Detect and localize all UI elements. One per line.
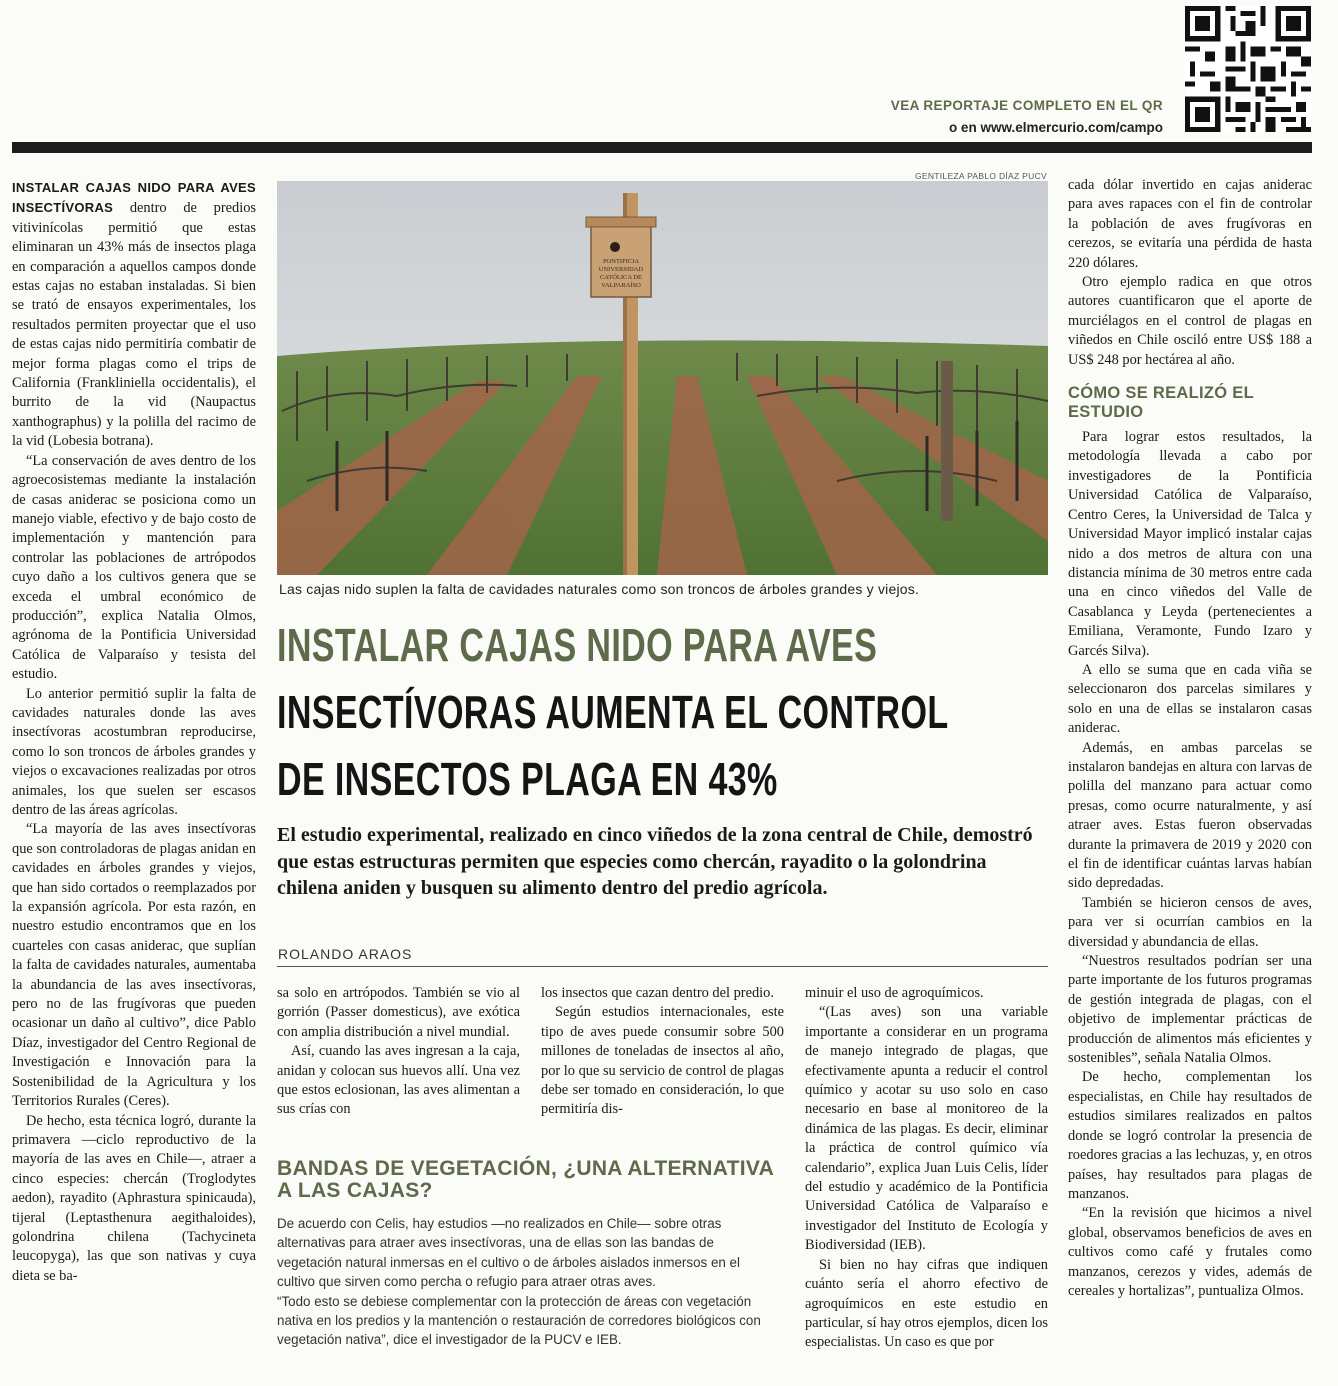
deck-summary: El estudio experimental, realizado en cinco viñedos de la zona central de Chile, demostró que estas estructuras permiten que especies como chercán, rayadito o la golondrina chilena aniden y busquen su alimento dentro del predio agrícola. <box>277 824 1033 899</box>
subheading: CÓMO SE REALIZÓ EL ESTUDIO <box>1068 384 1254 422</box>
article-column-2 <box>277 984 520 1120</box>
paragraph: Para lograr estos resultados, la metodología llevada a cabo por investigadores de la Pontificia Universidad Católica de Valparaíso, Centro Ceres, la Universidad de Talca y Universidad Mayor implicó instalar cajas nido a dos metros de altura con una distancia mínima de 30 metros entre cada una en cinco viñedos del Valle de Casablanca y Leyda (pertenecientes a Emiliana, Veramonte, Fundo Izaro y Garcés Silva). <box>1068 429 1312 659</box>
paragraph: De hecho, complementan los especialistas, en Chile hay resultados de estudios similares realizados en paltos donde se logró controlar la presencia de roedores gracias a las lechuzas, y, en otros países, hay resultados para plagas de manzanos. <box>1068 1069 1312 1202</box>
paragraph: De acuerdo con Celis, hay estudios —no realizados en Chile— sobre otras alternativas para atraer aves insectívoras, una de ellas son las bandas de vegetación natural inmersas en el cultivo o de árboles aislados inmersos en el cultivo que sirven como percha o refugio para atraer otras aves. <box>277 1216 740 1290</box>
headline-line-1: INSTALAR CAJAS NIDO PARA AVES <box>277 619 878 671</box>
qr-callout <box>891 98 1163 135</box>
paragraph: dentro de predios vitivinícolas permitió que estas eliminaran un 43% más de insectos plaga en comparación a aquellos campos donde estas cajas no estaban instaladas. Si bien se trató de ensayos experimentales, los resultados permiten proyectar que el uso de estas cajas nido permitiría combatir de mejor forma plagas como el trips de California (Frankliniella occidentalis), el burrito de la vid (Naupactus xanthographus) y la polilla del racimo de la vid (Lobesia botrana). <box>12 200 256 450</box>
qr-code-icon[interactable] <box>1185 6 1311 132</box>
paragraph: Otro ejemplo radica en que otros autores cuantificaron que el aporte de murciélagos en el control de plagas en viñedos en Chile osciló entre US$ 188 a US$ 248 por hectárea al año. <box>1068 274 1312 368</box>
byline: ROLANDO ARAOS <box>278 946 413 962</box>
paragraph: A ello se suma que en cada viña se seleccionaron dos parcelas similares y solo en una de ellas se instalaron casas aniderас. <box>1068 661 1312 737</box>
photo-credit: GENTILEZA PABLO DÍAZ PUCV <box>914 171 1047 181</box>
paragraph: sa solo en artrópodos. También se vio al gorrión (Passer domesticus), ave exótica con amplia distribución a nivel mundial. <box>277 985 520 1040</box>
paragraph: “En la revisión que hicimos a nivel global, observamos beneficios de aves en cultivos como café y frutales como manzanos, cerezos y vides, además de cereales y hortalizas”, puntualiza Olmos. <box>1068 1205 1312 1299</box>
paragraph: También se hicieron censos de aves, para ver si ocurrían cambios en la diversidad y abundancia de ellas. <box>1068 894 1312 950</box>
photo-caption: Las cajas nido suplen la falta de cavidades naturales como son troncos de árboles grandes y viejos. <box>279 581 920 597</box>
paragraph: minuir el uso de agroquímicos. <box>805 985 984 1001</box>
headline-line-3: DE INSECTOS PLAGA EN 43% <box>277 753 778 805</box>
qr-callout-title: VEA REPORTAJE COMPLETO EN EL QR <box>890 98 1163 113</box>
nest-box-label-2: UNIVERSIDAD <box>598 266 644 273</box>
lead-in: INSTALAR CAJAS NIDO PARA AVES INSECTÍVORAS <box>12 180 256 216</box>
article-column-1 <box>12 178 256 1286</box>
paragraph: “La mayoría de las aves insectívoras que son controladoras de plagas anidan en cavidades en árboles grandes y viejos, que han sido cortados o reemplazados por la expansión agrícola. Por esta razón, en nuestro estudio encontramos que en los cuarteles con casas aniderас, que suplían la falta de cavidades naturales, aumentaba la abundancia de las aves insectívoras, pero no de las frugívoras que pueden ocasionar un daño al cultivo”, dice Pablo Díaz, investigador del Centro Regional de Investigación e Innovación para la Sostenibilidad de la Agricultura y los Territorios Rurales (Ceres). <box>12 821 256 1110</box>
paragraph: Así, cuando las aves ingresan a la caja, anidan y colocan sus huevos allí. Una vez que estos eclosionan, las aves alimentan a sus crías con <box>277 1043 520 1118</box>
article-column-4 <box>805 984 1048 1353</box>
byline-rule <box>277 966 1048 967</box>
paragraph: “La conservación de aves dentro de los agroecosistemas mediante la instalación de casas aniderас se posiciona como un manejo viable, efectivo y de bajo costo de implementación y mantención para controlar las poblaciones de artrópodos cuyo daño a los cultivos genera que se exceda el umbral económico de producción”, explica Natalia Olmos, agrónoma de la Pontificia Universidad Católica de Valparaíso y tesista del estudio. <box>12 452 256 683</box>
paragraph: Lo anterior permitió suplir la falta de cavidades naturales donde las aves insectívoras acostumbran reproducirse, como lo son troncos de árboles grandes y viejos o excavaciones realizadas por otros animales, los que suelen ser escasos dentro de las áreas agrícolas. <box>12 685 256 818</box>
nest-box-label-4: VALPARAÍSO <box>601 282 641 289</box>
headline <box>277 612 1061 813</box>
paragraph: Si bien no hay cifras que indiquen cuánto sería el ahorro efectivo de agroquímicos en este estudio en particular, sí hay otros ejemplos, dicen los especialistas. Un caso es que por <box>805 1256 1048 1351</box>
qr-callout-url[interactable]: o en www.elmercurio.com/campo <box>948 120 1163 135</box>
sidebar-box <box>277 1158 775 1350</box>
paragraph: los insectos que cazan dentro del predio. <box>541 985 774 1001</box>
paragraph: “Todo esto se debiese complementar con la protección de áreas con vegetación nativa en los predios y la mantención o restauración de corredores biológicos con vegetación nativa”, dice el investigador de la PUCV e IEB. <box>277 1293 761 1348</box>
headline-line-2: INSECTÍVORAS AUMENTA EL CONTROL <box>277 686 949 738</box>
nest-box-label-1: PONTIFICIA <box>602 258 640 265</box>
sidebar-box-title: BANDAS DE VEGETACIÓN, ¿UNA ALTERNATIVA A LAS CAJAS? <box>277 1157 774 1202</box>
paragraph: “(Las aves) son una variable importante a considerar en un programa de manejo integrado de plagas, que efectivamente apunta a reducir el control químico y acotar su uso solo en caso necesario en base al monitoreo de la dinámica de las plagas. Es decir, eliminar la práctica de control químico vía calendario”, explica Juan Luis Celis, líder del estudio y académico de la Pontificia Universidad Católica de Valparaíso e investigador del Instituto de Ecología y Biodiversidad (IEB). <box>805 1004 1048 1254</box>
paragraph: Además, en ambas parcelas se instalaron bandejas en altura con larvas de polilla del manzano para actuar como presas, como ocurre naturalmente, y así atraer aves. Estas fueron observadas durante la primavera de 2019 y 2020 con el fin de identificar cuántas larvas habían sido depredadas. <box>1068 739 1312 892</box>
paragraph: “Nuestros resultados podrían ser una parte importante de los futuros programas de gestión integrada de plagas, con el objetivo de implementar prácticas de producción de alimentos más eficientes y sostenibles”, señala Natalia Olmos. <box>1068 953 1312 1067</box>
article-column-5 <box>1068 176 1312 1301</box>
paragraph: Según estudios internacionales, este tipo de aves puede consumir sobre 500 millones de toneladas de insectos al año, por lo que su servicio de control de plagas debe ser tomado en consideración, lo que permitiría dis- <box>541 1004 784 1118</box>
paragraph: cada dólar invertido en cajas aniderас para aves rapaces con el fin de controlar la población de aves frugívoras en cerezos, se evitaría una pérdida de hasta 220 dólares. <box>1068 177 1312 271</box>
header-rule <box>12 142 1312 153</box>
nest-box-label-3: CATÓLICA DE <box>599 274 643 281</box>
article-column-3 <box>541 984 784 1120</box>
paragraph: De hecho, esta técnica logró, durante la primavera —ciclo reproductivo de la mayoría de las aves en Chile—, atraer a cinco especies: chercán (Troglodytes aedon), rayadito (Aphrastura spinicauda), tijeral (Leptasthenura aegithaloides), golondrina chilena (Tachycineta leucopyga), las que son nativas y cuya dieta se ba- <box>12 1112 256 1284</box>
vineyard-nest-box-photo <box>277 181 1048 575</box>
